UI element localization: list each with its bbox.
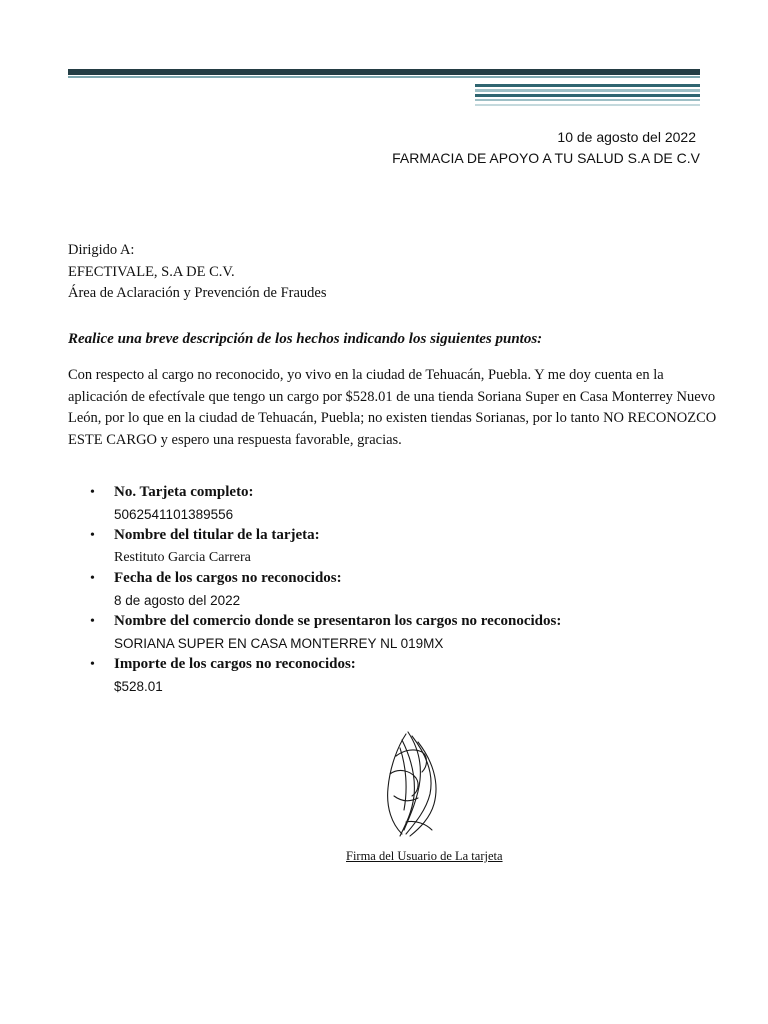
recipient-block [68,240,326,305]
item-label: Importe de los cargos no reconocidos: [114,656,356,672]
list-item [90,482,730,525]
list-item [90,525,730,568]
recipient-line: Área de Aclaración y Prevención de Fraudes [68,285,327,301]
signature-caption: Firma del Usuario de La tarjeta [346,849,503,863]
details-list [90,482,730,697]
item-value: Restituto Garcia Carrera [114,549,251,565]
bullet-icon: • [90,614,95,629]
header-bar [68,69,700,75]
item-value: 5062541101389556 [114,506,234,522]
list-item [90,654,730,697]
recipient-line: Dirigido A: [68,242,135,258]
item-label: Nombre del comercio donde se presentaron los cargos no reconocidos: [114,613,562,629]
item-value: $528.01 [114,678,163,694]
signature-image [376,726,476,842]
list-item [90,611,730,654]
header-stripe [475,94,700,97]
company-name: FARMACIA DE APOYO A TU SALUD S.A DE C.V [392,150,700,166]
recipient-line: EFECTIVALE, S.A DE C.V. [68,263,235,280]
item-value: SORIANA SUPER EN CASA MONTERREY NL 019MX [114,635,444,651]
header-rule [68,76,700,78]
bullet-icon: • [90,657,95,672]
header-stripe [475,104,700,106]
instruction-heading: Realice una breve descripción de los hechos indicando los siguientes puntos: [68,331,543,347]
header-stripe [475,99,700,101]
item-value: 8 de agosto del 2022 [114,592,241,608]
header-stripe [475,89,700,92]
header-stripe [475,84,700,87]
item-label: Nombre del titular de la tarjeta: [114,527,320,543]
list-item [90,568,730,611]
item-label: Fecha de los cargos no reconocidos: [114,570,342,586]
bullet-icon: • [90,528,95,543]
item-label: No. Tarjeta completo: [114,484,254,500]
letter-date: 10 de agosto del 2022 [557,129,696,145]
bullet-icon: • [90,485,95,500]
bullet-icon: • [90,571,95,586]
description-paragraph: Con respecto al cargo no reconocido, yo vivo en la ciudad de Tehuacán, Puebla. Y me doy cuenta en la aplicación de efectívale que tengo un cargo por $528.01 de una tienda Soriana Super en Casa Monterrey Nuevo León, por lo que en la ciudad de Tehuacán, Puebla; no existen tiendas Sorianas, por lo tanto NO RECONOZCO ESTE CARGO y espero una respuesta favorable, gracias. [68,367,717,448]
